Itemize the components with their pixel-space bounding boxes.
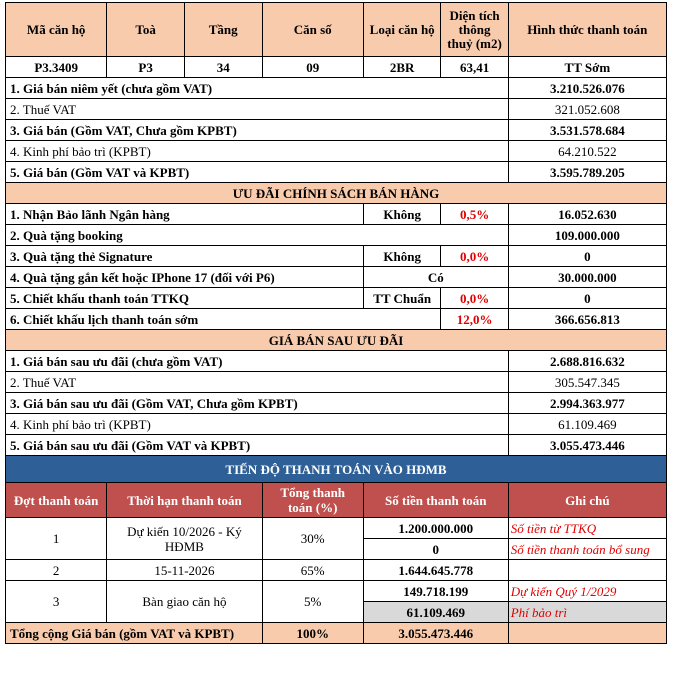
installment-percent: 30%	[262, 518, 363, 560]
after-value: 2.688.816.632	[508, 351, 666, 372]
installment-note: Dự kiến Quý 1/2029	[508, 581, 666, 602]
promo-value: 366.656.813	[508, 309, 666, 330]
price-label: 4. Kinh phí bảo trì (KPBT)	[6, 141, 509, 162]
promo-label: 6. Chiết khấu lịch thanh toán sớm	[6, 309, 441, 330]
installment-amount: 149.718.199	[363, 581, 508, 602]
price-value: 64.210.522	[508, 141, 666, 162]
col-header-unit-no: Căn số	[262, 3, 363, 57]
col-header-floor: Tầng	[184, 3, 262, 57]
col-header-code: Mã căn hộ	[6, 3, 107, 57]
installment-note: Số tiền thanh toán bổ sung	[508, 539, 666, 560]
col-header-area: Diện tích thông thuỷ (m2)	[441, 3, 508, 57]
promo-value: 0	[508, 246, 666, 267]
installment-deadline: 15-11-2026	[107, 560, 262, 581]
total-label: Tổng cộng Giá bán (gồm VAT và KPBT)	[6, 623, 263, 644]
installment-deadline: Bàn giao căn hộ	[107, 581, 262, 623]
after-value: 2.994.363.977	[508, 393, 666, 414]
pricing-sheet	[5, 2, 667, 644]
col-header-payment: Hình thức thanh toán	[508, 3, 666, 57]
schedule-col-percent: Tổng thanh toán (%)	[262, 483, 363, 518]
promo-option: Không	[363, 246, 441, 267]
promo-option: Không	[363, 204, 441, 225]
total-percent: 100%	[262, 623, 363, 644]
price-value: 3.595.789.205	[508, 162, 666, 183]
schedule-col-amount: Số tiền thanh toán	[363, 483, 508, 518]
promo-label: 2. Quà tặng booking	[6, 225, 509, 246]
installment-deadline: Dự kiến 10/2026 - Ký HĐMB	[107, 518, 262, 560]
unit-payment: TT Sớm	[508, 57, 666, 78]
total-value: 3.055.473.446	[363, 623, 508, 644]
price-label: 5. Giá bán (Gồm VAT và KPBT)	[6, 162, 509, 183]
promo-rate: 0,0%	[441, 288, 508, 309]
promo-label: 3. Quà tặng thẻ Signature	[6, 246, 364, 267]
schedule-col-note: Ghi chú	[508, 483, 666, 518]
price-label: 3. Giá bán (Gồm VAT, Chưa gồm KPBT)	[6, 120, 509, 141]
unit-floor: 34	[184, 57, 262, 78]
after-label: 4. Kinh phí bảo trì (KPBT)	[6, 414, 509, 435]
after-label: 3. Giá bán sau ưu đãi (Gồm VAT, Chưa gồm KPBT)	[6, 393, 509, 414]
installment-note: Số tiền từ TTKQ	[508, 518, 666, 539]
installment-no: 1	[6, 518, 107, 560]
unit-tower: P3	[107, 57, 185, 78]
promo-value: 109.000.000	[508, 225, 666, 246]
price-label: 2. Thuế VAT	[6, 99, 509, 120]
price-value: 3.531.578.684	[508, 120, 666, 141]
total-note-empty	[508, 623, 666, 644]
after-label: 2. Thuế VAT	[6, 372, 509, 393]
promo-option: TT Chuẩn	[363, 288, 441, 309]
unit-type: 2BR	[363, 57, 441, 78]
after-section-title: GIÁ BÁN SAU ƯU ĐÃI	[6, 330, 667, 351]
unit-area: 63,41	[441, 57, 508, 78]
installment-amount: 61.109.469	[363, 602, 508, 623]
price-label: 1. Giá bán niêm yết (chưa gồm VAT)	[6, 78, 509, 99]
installment-note: Phí bảo trì	[508, 602, 666, 623]
installment-amount: 1.200.000.000	[363, 518, 508, 539]
promo-label: 5. Chiết khấu thanh toán TTKQ	[6, 288, 364, 309]
promo-rate: 12,0%	[441, 309, 508, 330]
price-value: 3.210.526.076	[508, 78, 666, 99]
promo-value: 0	[508, 288, 666, 309]
promo-label: 1. Nhận Bảo lãnh Ngân hàng	[6, 204, 364, 225]
installment-no: 3	[6, 581, 107, 623]
installment-note	[508, 560, 666, 581]
installment-amount: 1.644.645.778	[363, 560, 508, 581]
promo-rate: 0,0%	[441, 246, 508, 267]
schedule-col-installment: Đợt thanh toán	[6, 483, 107, 518]
col-header-type: Loại căn hộ	[363, 3, 441, 57]
col-header-tower: Toà	[107, 3, 185, 57]
unit-no: 09	[262, 57, 363, 78]
promo-value: 30.000.000	[508, 267, 666, 288]
after-value: 305.547.345	[508, 372, 666, 393]
schedule-col-deadline: Thời hạn thanh toán	[107, 483, 262, 518]
promo-rate: 0,5%	[441, 204, 508, 225]
after-label: 1. Giá bán sau ưu đãi (chưa gồm VAT)	[6, 351, 509, 372]
after-label: 5. Giá bán sau ưu đãi (Gồm VAT và KPBT)	[6, 435, 509, 456]
promo-option: Có	[363, 267, 508, 288]
promo-section-title: ƯU ĐÃI CHÍNH SÁCH BÁN HÀNG	[6, 183, 667, 204]
installment-percent: 5%	[262, 581, 363, 623]
after-value: 61.109.469	[508, 414, 666, 435]
schedule-title: TIẾN ĐỘ THANH TOÁN VÀO HĐMB	[6, 456, 667, 483]
promo-label: 4. Quà tặng gắn kết hoặc IPhone 17 (đối với P6)	[6, 267, 364, 288]
after-value: 3.055.473.446	[508, 435, 666, 456]
installment-amount: 0	[363, 539, 508, 560]
installment-no: 2	[6, 560, 107, 581]
price-value: 321.052.608	[508, 99, 666, 120]
promo-value: 16.052.630	[508, 204, 666, 225]
unit-code: P3.3409	[6, 57, 107, 78]
installment-percent: 65%	[262, 560, 363, 581]
